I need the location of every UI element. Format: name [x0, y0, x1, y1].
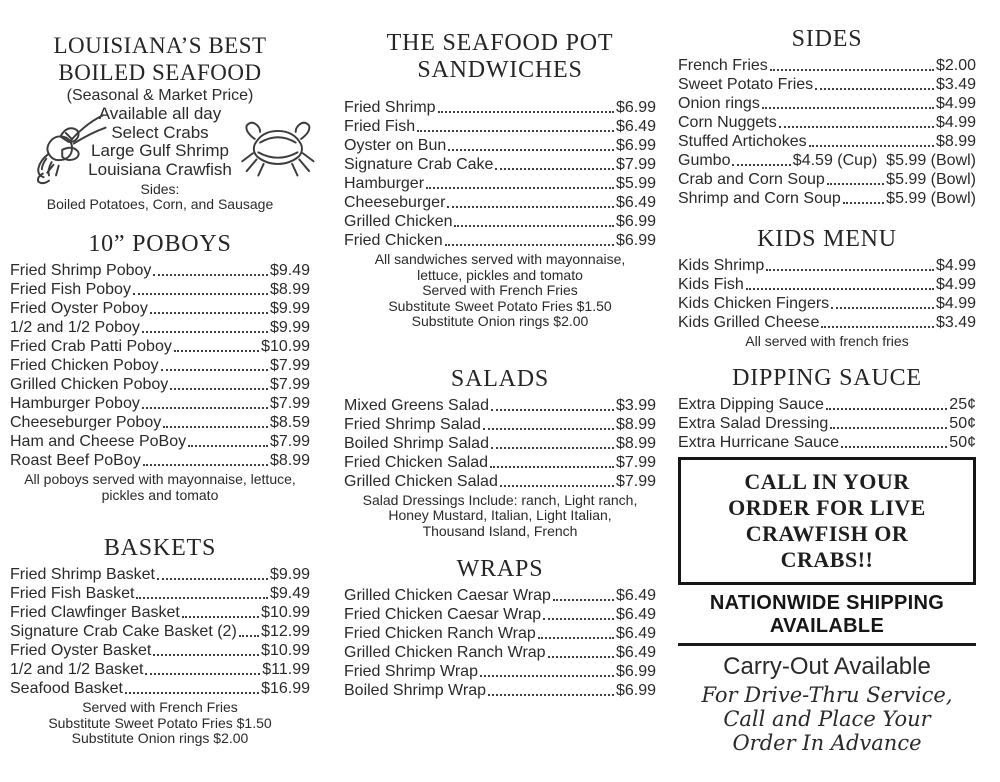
- menu-item-row: [10, 299, 310, 318]
- menu-item-price: 50¢: [949, 414, 976, 432]
- note-line: Substitute Sweet Potato Fries $1.50: [388, 297, 612, 314]
- dotted-leader: [133, 293, 268, 295]
- menu-item-name: Fried Crab Patti Poboy: [10, 338, 172, 355]
- divider-line: [678, 643, 976, 646]
- dotted-leader: [143, 464, 268, 466]
- menu-item-price: $6.49: [615, 587, 656, 604]
- menu-item-row: [344, 117, 656, 136]
- boiled-sides-text: Boiled Potatoes, Corn, and Sausage: [46, 196, 274, 212]
- menu-item-name: Kids Shrimp: [678, 257, 765, 274]
- menu-item-price: $8.99: [935, 133, 976, 150]
- menu-item-row: [10, 660, 310, 679]
- poboys-items: [10, 261, 310, 470]
- sides-items: [678, 56, 976, 208]
- carryout-script-line: Call and Place Your: [723, 706, 931, 731]
- dotted-leader: [188, 445, 268, 447]
- menu-item-row: [678, 433, 976, 452]
- menu-item-price: $9.99: [269, 300, 310, 317]
- menu-item-row: [344, 155, 656, 174]
- dotted-leader: [491, 409, 614, 411]
- salads-section: [344, 366, 656, 540]
- menu-item-name: Onion rings: [678, 95, 760, 112]
- callout-line: CRABS!!: [780, 546, 874, 572]
- dipping-sauce-title: DIPPING SAUCE: [732, 364, 922, 391]
- menu-item-row: [10, 603, 310, 622]
- menu-item-row: [678, 56, 976, 75]
- menu-title-line2: BOILED SEAFOOD: [58, 60, 262, 85]
- dotted-leader: [174, 350, 259, 352]
- dotted-leader: [488, 694, 614, 696]
- shipping-line: AVAILABLE: [769, 614, 885, 637]
- menu-item-price: $6.99: [615, 663, 656, 680]
- menu-item-row: [344, 453, 656, 472]
- menu-item-name: Grilled Chicken: [344, 213, 453, 230]
- menu-item-row: [344, 605, 656, 624]
- sides-title: SIDES: [791, 26, 863, 52]
- menu-item-price: $8.99: [615, 434, 656, 452]
- menu-item-row: [678, 189, 976, 208]
- carryout-script-line: Order In Advance: [732, 730, 922, 755]
- baskets-notes: [10, 700, 310, 747]
- menu-item-price: $4.99: [935, 276, 976, 293]
- menu-item-name: Crab and Corn Soup: [678, 171, 825, 188]
- menu-item-price: $6.49: [615, 194, 656, 211]
- dotted-leader: [827, 183, 884, 185]
- menu-item-row: [678, 313, 976, 332]
- menu-item-price: $6.99: [615, 99, 656, 116]
- menu-item-name: Sweet Potato Fries: [678, 76, 814, 93]
- menu-item-row: [678, 151, 976, 170]
- menu-item-row: [678, 395, 976, 414]
- menu-item-price: $6.49: [615, 606, 656, 623]
- menu-item-price: $8.59: [269, 414, 310, 431]
- shipping-line: NATIONWIDE SHIPPING: [709, 591, 945, 614]
- menu-item-price: $10.99: [261, 604, 310, 621]
- menu-item-price: $5.99 (Bowl): [886, 190, 976, 207]
- menu-item-price: $4.99: [935, 295, 976, 312]
- menu-item-price: $6.99: [615, 137, 656, 154]
- dotted-leader: [447, 206, 614, 208]
- menu-item-name: Fried Oyster Basket: [10, 642, 152, 659]
- dotted-leader: [809, 145, 934, 147]
- sandwiches-title-line1: THE SEAFOOD POT: [386, 30, 614, 56]
- menu-item-price: $6.99: [615, 682, 656, 699]
- menu-item-price: $9.99: [269, 319, 310, 336]
- sandwiches-title-line2: SANDWICHES: [417, 57, 583, 83]
- menu-item-row: [678, 75, 976, 94]
- poboys-section: [10, 231, 310, 503]
- menu-item-price: $5.99: [615, 175, 656, 192]
- menu-item-row: [344, 193, 656, 212]
- menu-item-row: [678, 132, 976, 151]
- menu-item-name: Boiled Shrimp Salad: [344, 434, 489, 452]
- carryout-script-line: For Drive-Thru Service,: [701, 682, 953, 707]
- menu-item-price: $4.99: [935, 257, 976, 274]
- menu-item-name: Seafood Basket: [10, 680, 123, 697]
- note-line: Honey Mustard, Italian, Light Italian,: [388, 507, 612, 523]
- callout-line: CALL IN YOUR: [744, 468, 910, 494]
- menu-item-price: $7.99: [269, 376, 310, 393]
- menu-item-name: Boiled Shrimp Wrap: [344, 682, 486, 699]
- sandwiches-notes: [344, 252, 656, 330]
- menu-item-row: [678, 170, 976, 189]
- note-line: Salad Dressings Include: ranch, Light ranch,: [362, 491, 638, 508]
- menu-item-price: $12.99: [261, 623, 310, 640]
- menu-item-price: 25¢: [949, 395, 976, 413]
- menu-item-row: [344, 98, 656, 117]
- boiled-sides-label: Sides:: [140, 181, 180, 197]
- menu-item-name: Extra Salad Dressing: [678, 414, 829, 432]
- salads-notes: [344, 493, 656, 540]
- menu-item-row: [10, 584, 310, 603]
- menu-item-price: $6.49: [615, 625, 656, 642]
- crawfish-icon: [18, 110, 110, 186]
- menu-item-price: $11.99: [262, 661, 310, 678]
- menu-item-name: French Fries: [678, 57, 768, 74]
- menu-item-price: $4.99: [935, 114, 976, 131]
- menu-item-price: $9.49: [269, 262, 310, 279]
- baskets-section: [10, 535, 310, 747]
- dotted-leader: [426, 187, 614, 189]
- menu-item-row: [10, 394, 310, 413]
- menu-item-price: $8.99: [615, 415, 656, 433]
- menu-item-row: [344, 681, 656, 700]
- sandwiches-items: [344, 98, 656, 250]
- kids-menu-title: KIDS MENU: [757, 226, 897, 252]
- menu-item-name: Fried Chicken Poboy: [10, 357, 159, 374]
- menu-item-name: Signature Crab Cake: [344, 156, 494, 173]
- carryout-script: [678, 683, 976, 755]
- dotted-leader: [553, 599, 614, 601]
- menu-item-row: [344, 643, 656, 662]
- menu-item-price: $6.49: [615, 644, 656, 661]
- callout-box: [678, 457, 976, 585]
- menu-item-row: [10, 432, 310, 451]
- dotted-leader: [136, 597, 267, 599]
- dotted-leader: [831, 307, 934, 309]
- menu-item-name: Fried Clawfinger Basket: [10, 604, 180, 621]
- menu-item-name: Corn Nuggets: [678, 114, 777, 131]
- kids-menu-section: [678, 226, 976, 350]
- menu-item-name: Extra Hurricane Sauce: [678, 433, 839, 451]
- dotted-leader: [490, 466, 614, 468]
- menu-item-price: 50¢: [949, 433, 976, 451]
- menu-item-price: $7.99: [269, 357, 310, 374]
- dotted-leader: [815, 88, 934, 90]
- menu-item-name: Fried Fish Poboy: [10, 281, 131, 298]
- menu-item-name: Grilled Chicken Salad: [344, 472, 498, 490]
- dotted-leader: [841, 446, 947, 448]
- menu-item-name: 1/2 and 1/2 Basket: [10, 661, 144, 678]
- dotted-leader: [145, 673, 260, 675]
- menu-item-row: [344, 624, 656, 643]
- dotted-leader: [153, 274, 268, 276]
- note-line: lettuce, pickles and tomato: [417, 266, 583, 283]
- sides-section: [678, 26, 976, 208]
- menu-item-row: [678, 275, 976, 294]
- menu-item-name: Grilled Chicken Ranch Wrap: [344, 644, 546, 661]
- menu-item-name: 1/2 and 1/2 Poboy: [10, 319, 140, 336]
- carryout-title: Carry-Out Available: [723, 652, 931, 680]
- dotted-leader: [543, 618, 614, 620]
- menu-item-name: Ham and Cheese PoBoy: [10, 433, 187, 450]
- dotted-leader: [779, 126, 934, 128]
- menu-item-name: Fried Shrimp Basket: [10, 566, 155, 583]
- note-line: Substitute Onion rings $2.00: [411, 313, 589, 329]
- dotted-leader: [445, 244, 614, 246]
- salads-items: [344, 396, 656, 491]
- menu-item-row: [10, 280, 310, 299]
- menu-item-price: $7.99: [615, 453, 656, 471]
- note-line: Thousand Island, French: [422, 522, 578, 539]
- menu-item-price: $9.99: [269, 566, 310, 583]
- menu-item-name: Kids Chicken Fingers: [678, 295, 830, 312]
- menu-item-row: [10, 565, 310, 584]
- poboys-notes: [10, 472, 310, 503]
- menu-item-row: [344, 136, 656, 155]
- menu-item-name: Gumbo: [678, 152, 731, 169]
- menu-item-price: $9.49: [269, 585, 310, 602]
- dotted-leader: [762, 107, 934, 109]
- menu-item-row: [344, 662, 656, 681]
- menu-item-name: Grilled Chicken Caesar Wrap: [344, 587, 551, 604]
- dotted-leader: [732, 164, 790, 166]
- baskets-items: [10, 565, 310, 698]
- menu-item-price: $6.99: [615, 213, 656, 230]
- menu-item-price: $4.59 (Cup) $5.99 (Bowl): [792, 152, 976, 169]
- note-line: pickles and tomato: [101, 486, 219, 503]
- menu-item-row: [10, 622, 310, 641]
- dotted-leader: [157, 578, 268, 580]
- dotted-leader: [483, 428, 614, 430]
- menu-item-name: Extra Dipping Sauce: [678, 395, 824, 413]
- dotted-leader: [448, 149, 614, 151]
- left-column: [10, 0, 310, 747]
- menu-item-name: Kids Grilled Cheese: [678, 314, 820, 331]
- menu-item-price: $5.99 (Bowl): [886, 171, 976, 188]
- dotted-leader: [548, 656, 614, 658]
- menu-item-row: [678, 113, 976, 132]
- dotted-leader: [142, 407, 268, 409]
- note-line: Substitute Sweet Potato Fries $1.50: [48, 714, 272, 731]
- menu-item-row: [344, 212, 656, 231]
- middle-column: [344, 0, 656, 700]
- menu-item-name: Mixed Greens Salad: [344, 396, 489, 414]
- menu-item-name: Stuffed Artichokes: [678, 133, 807, 150]
- menu-item-price: $8.99: [269, 281, 310, 298]
- dotted-leader: [500, 485, 614, 487]
- menu-item-name: Roast Beef PoBoy: [10, 452, 141, 469]
- dotted-leader: [491, 447, 614, 449]
- menu-item-price: $7.99: [269, 395, 310, 412]
- kids-items: [678, 256, 976, 332]
- dotted-leader: [826, 408, 947, 410]
- menu-item-price: $6.99: [615, 232, 656, 249]
- note-line: Served with French Fries: [82, 699, 238, 715]
- menu-item-row: [344, 174, 656, 193]
- dotted-leader: [480, 675, 614, 677]
- menu-item-row: [10, 375, 310, 394]
- dotted-leader: [438, 111, 614, 113]
- dotted-leader: [182, 616, 259, 618]
- dotted-leader: [830, 427, 947, 429]
- menu-item-name: Fried Fish: [344, 118, 416, 135]
- menu-item-row: [10, 318, 310, 337]
- dotted-leader: [163, 426, 268, 428]
- note-line: Served with French Fries: [422, 282, 578, 298]
- dotted-leader: [153, 654, 259, 656]
- carryout-section: [678, 653, 976, 755]
- nationwide-shipping: [678, 592, 976, 638]
- menu-item-price: $7.99: [615, 472, 656, 490]
- menu-item-row: [344, 472, 656, 491]
- menu-item-name: Cheeseburger: [344, 194, 446, 211]
- menu-item-price: $3.49: [935, 76, 976, 93]
- dotted-leader: [454, 225, 613, 227]
- dotted-leader: [150, 312, 268, 314]
- dotted-leader: [495, 168, 614, 170]
- dipping-sauce-section: [678, 365, 976, 452]
- menu-item-price: $10.99: [261, 338, 310, 355]
- boiled-offering-line: Large Gulf Shrimp: [91, 141, 229, 160]
- menu-item-name: Fried Shrimp: [344, 99, 436, 116]
- dotted-leader: [770, 69, 934, 71]
- menu-item-name: Shrimp and Corn Soup: [678, 190, 841, 207]
- wraps-section: [344, 556, 656, 700]
- menu-item-name: Fried Fish Basket: [10, 585, 135, 602]
- menu-item-name: Fried Chicken: [344, 232, 443, 249]
- menu-title-line1: LOUISIANA’S BEST: [53, 33, 267, 58]
- dotted-leader: [766, 269, 934, 271]
- menu-item-row: [10, 679, 310, 698]
- menu-item-row: [344, 396, 656, 415]
- menu-item-name: Kids Fish: [678, 276, 744, 293]
- wraps-title: WRAPS: [456, 556, 544, 582]
- menu-item-name: Oyster on Bun: [344, 137, 447, 154]
- menu-item-name: Fried Chicken Caesar Wrap: [344, 606, 542, 623]
- menu-item-name: Fried Chicken Ranch Wrap: [344, 625, 536, 642]
- menu-item-name: Fried Oyster Poboy: [10, 300, 148, 317]
- menu-item-name: Fried Shrimp Poboy: [10, 262, 152, 279]
- dotted-leader: [843, 202, 884, 204]
- menu-item-row: [10, 337, 310, 356]
- poboys-title: 10” POBOYS: [88, 231, 232, 257]
- menu-item-row: [344, 415, 656, 434]
- menu-item-name: Grilled Chicken Poboy: [10, 376, 169, 393]
- boiled-offering-line: Available all day: [98, 104, 222, 123]
- note-line: All served with french fries: [745, 333, 909, 349]
- menu-item-price: $7.99: [269, 433, 310, 450]
- menu-item-price: $2.00: [935, 57, 976, 74]
- dotted-leader: [170, 388, 268, 390]
- menu-item-name: Hamburger: [344, 175, 425, 192]
- menu-item-row: [344, 231, 656, 250]
- baskets-title: BASKETS: [103, 535, 217, 561]
- menu-item-name: Fried Shrimp Wrap: [344, 663, 478, 680]
- right-column: [678, 0, 976, 755]
- salads-title: SALADS: [450, 365, 550, 392]
- menu-item-price: $16.99: [261, 680, 310, 697]
- menu-item-name: Signature Crab Cake Basket (2): [10, 623, 237, 640]
- menu-item-row: [678, 414, 976, 433]
- dotted-leader: [239, 635, 259, 637]
- note-line: Substitute Onion rings $2.00: [71, 730, 249, 746]
- menu-item-row: [10, 413, 310, 432]
- note-line: All poboys served with mayonnaise, lettuce,: [24, 471, 296, 487]
- note-line: All sandwiches served with mayonnaise,: [374, 251, 626, 267]
- menu-item-row: [10, 356, 310, 375]
- menu-item-row: [10, 451, 310, 470]
- menu-item-price: $10.99: [261, 642, 310, 659]
- menu-item-name: Fried Chicken Salad: [344, 453, 489, 471]
- callout-line: ORDER FOR LIVE: [728, 494, 926, 520]
- boiled-offering-line: Louisiana Crawfish: [88, 159, 232, 179]
- crab-icon: [236, 110, 318, 184]
- callout-line: CRAWFISH OR: [745, 520, 909, 546]
- menu-item-price: $3.49: [935, 314, 976, 331]
- menu-item-row: [678, 256, 976, 275]
- menu-item-row: [678, 94, 976, 113]
- menu-item-price: $6.49: [615, 118, 656, 135]
- menu-item-row: [10, 641, 310, 660]
- menu-item-price: $4.99: [935, 95, 976, 112]
- dotted-leader: [417, 130, 614, 132]
- menu-item-name: Hamburger Poboy: [10, 395, 140, 412]
- dotted-leader: [538, 637, 614, 639]
- wraps-items: [344, 586, 656, 700]
- menu-item-price: $3.99: [615, 396, 656, 414]
- sandwiches-section: [344, 30, 656, 330]
- seasonal-price-note: (Seasonal & Market Price): [66, 87, 254, 104]
- menu-item-price: $8.99: [269, 452, 310, 469]
- menu-item-name: Fried Shrimp Salad: [344, 415, 481, 433]
- dipping-items: [678, 395, 976, 452]
- menu-item-row: [344, 434, 656, 453]
- menu-item-price: $7.99: [615, 156, 656, 173]
- menu-item-row: [10, 261, 310, 280]
- menu-item-row: [344, 586, 656, 605]
- menu-item-row: [678, 294, 976, 313]
- dotted-leader: [746, 288, 934, 290]
- dotted-leader: [161, 369, 268, 371]
- menu-item-name: Cheeseburger Poboy: [10, 414, 162, 431]
- kids-notes: [678, 334, 976, 350]
- dotted-leader: [821, 326, 934, 328]
- boiled-offering-line: Select Crabs: [111, 122, 209, 142]
- dotted-leader: [125, 692, 259, 694]
- dotted-leader: [142, 331, 268, 333]
